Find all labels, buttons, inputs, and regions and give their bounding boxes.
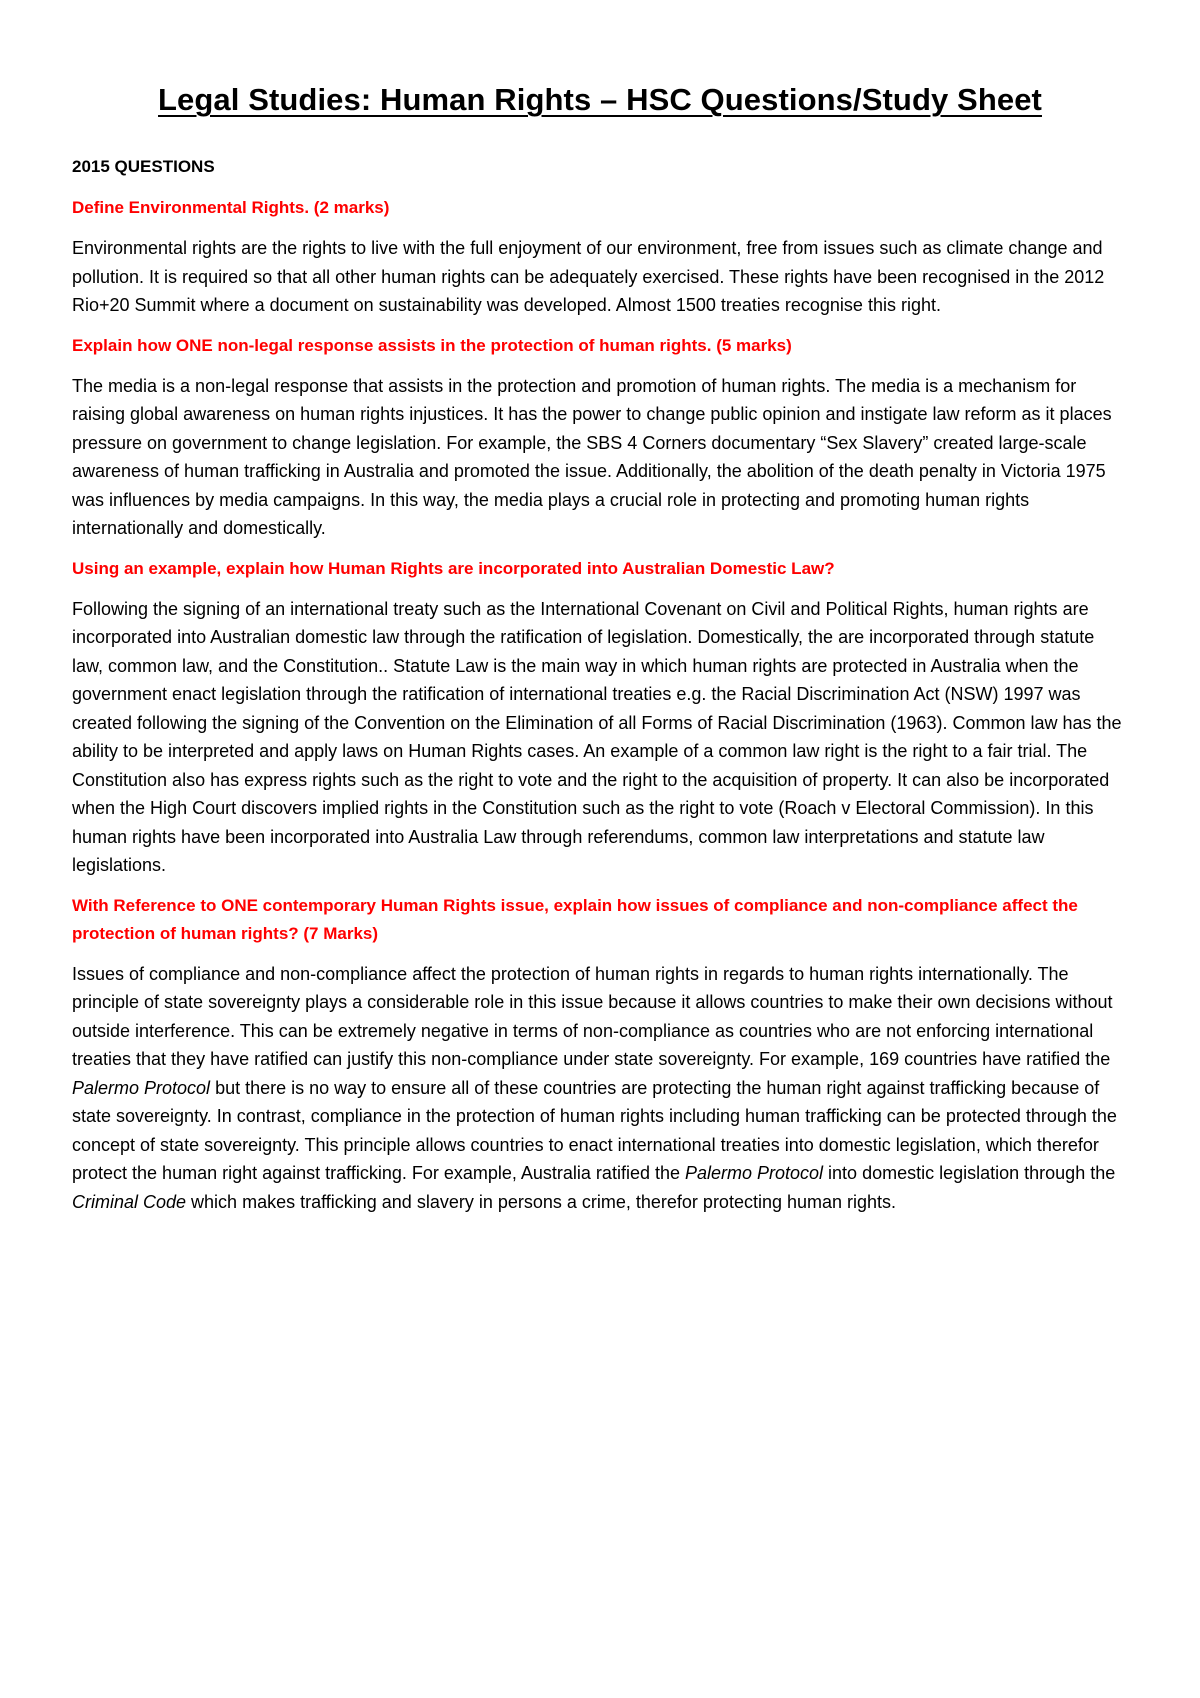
document-title: Legal Studies: Human Rights – HSC Questions/Study Sheet (158, 82, 1042, 117)
answer-3: Following the signing of an international treaty such as the International Covenant on Civil and Political Rights, human rights are incorporated into Australian domestic law through the ratification of legislation. Domestically, the are incorporated through statute law, common law, and the Constitution.. Statute Law is the main way in which human rights are protected in Australia when the government enact legislation through the ratification of international treaties e.g. the Racial Discrimination Act (NSW) 1997 was created following the signing of the Convention on the Elimination of all Forms of Racial Discrimination (1963). Common law has the ability to be interpreted and apply laws on Human Rights cases. An example of a common law right is the right to a fair trial. The Constitution also has express rights such as the right to vote and the right to the acquisition of property. It can also be incorporated when the High Court discovers implied rights in the Constitution such as the right to vote (Roach v Electoral Commission). In this human rights have been incorporated into Australia Law through referendums, common law interpretations and statute law legislations. (72, 598, 1122, 875)
answer-2: The media is a non-legal response that assists in the protection and promotion of human rights. The media is a mechanism for raising global awareness on human rights injustices. It has the power to change public opinion and instigate law reform as it places pressure on government to change legislation. For example, the SBS 4 Corners documentary “Sex Slavery” created large-scale awareness of human trafficking in Australia and promoted the issue. Additionally, the abolition of the death penalty in Victoria 1975 was influences by media campaigns. In this way, the media plays a crucial role in protecting and promoting human rights internationally and domestically. (72, 375, 1112, 538)
answer-1: Environmental rights are the rights to live with the full enjoyment of our environment, free from issues such as climate change and pollution. It is required so that all other human rights can be adequately exercised. These rights have been recognised in the 2012 Rio+20 Summit where a document on sustainability was developed. Almost 1500 treaties recognise this right. (72, 238, 1105, 315)
criminal-code-italic: Criminal Code (72, 1191, 187, 1212)
answer-4-part-3: into domestic legislation through the (823, 1163, 1116, 1183)
question-3: Using an example, explain how Human Rights are incorporated into Australian Domestic Law? (72, 558, 835, 578)
question-1: Define Environmental Rights. (2 marks) (72, 198, 390, 217)
year-heading: 2015 QUESTIONS (72, 157, 215, 176)
question-4: With Reference to ONE contemporary Human Rights issue, explain how issues of compliance and non-compliance affect the protection of human rights? (7 Marks) (72, 895, 1078, 943)
palermo-protocol-italic-2: Palermo Protocol (684, 1163, 824, 1183)
palermo-protocol-italic-1: Palermo Protocol (72, 1077, 211, 1098)
answer-4-part-2: but there is no way to ensure all of these countries are protecting the human right against trafficking because of state sovereignty. In contrast, compliance in the protection of human rights including human trafficking can be protected through the concept of state sovereignty. This principle allows countries to enact international treaties into domestic legislation, which therefor protect the human right against trafficking. For example, Australia ratified the (72, 1077, 1117, 1183)
answer-4 (72, 960, 1128, 1217)
question-2: Explain how ONE non-legal response assists in the protection of human rights. (5 marks) (72, 335, 792, 355)
answer-4-part-1: Issues of compliance and non-compliance affect the protection of human rights in regards to human rights internationally. The principle of state sovereignty plays a considerable role in this issue because it allows countries to make their own decisions without outside interference. This can be extremely negative in terms of non-compliance as countries who are not enforcing international treaties that they have ratified can justify this non-compliance under state sovereignty. For example, 169 countries have ratified the (72, 963, 1113, 1069)
answer-4-part-4: which makes trafficking and slavery in persons a crime, therefor protecting human rights. (186, 1191, 897, 1212)
